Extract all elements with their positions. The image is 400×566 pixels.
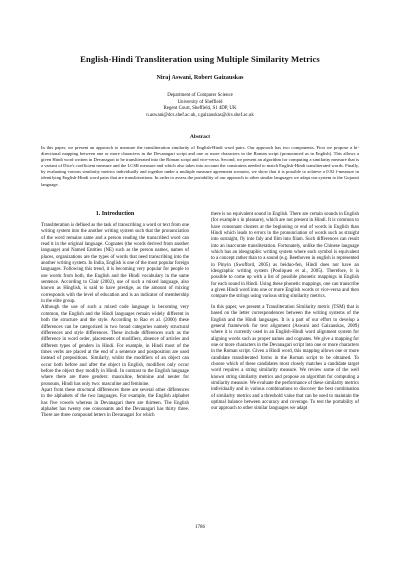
right-column: [211, 212, 359, 417]
body-paragraph: In this paper, we present a Transliteration Similarity metric (TSM) that is based on the letter correspondences between the writing systems of the English and the Hindi languages. It is a part of our effort to develop a general framework for text alignment (Aswani and Gaizauskas, 2009) where it is currently used in an English-Hindi word alignment system for aligning words such as proper names and cognates. We give a mapping for one or more characters in the Devanagari script into one or more characters in the Roman script. Given a Hindi word, this mapping allows one or more candidate transliterated forms in the Roman script to be obtained. To choose which of these candidates most closely matches a candidate target word requires a string similarity measure. We review some of the well known string similarity metrics and propose an algorithm for computing a similarity measure. We evaluate the performance of these similarity metrics individually and in various combinations to discover the best combination of similarity metrics and a threshold value that can be used to maintain the optimal balance between accuracy and coverage. To test the portability of our approach to other similar languages we adapt: [211, 304, 359, 412]
page-number: 1786: [195, 525, 205, 530]
left-column: [41, 211, 189, 420]
author-emails: n.aswani@dcs.shef.ac.uk, r.gaizauskas@dcs.shef.ac.uk: [146, 113, 254, 119]
affiliation-line-1: Department of Computer Science: [167, 93, 233, 98]
body-paragraph: Although the use of such a mixed code language is becoming very common, the English and the Hindi languages remain widely different in both the structure and the style. According to Rao et al. (2000) these differences can be categorized in two broad categories namely structural differences and style differences. These include differences such as the difference in word order, placements of modifiers, absence of articles and different types of genders in Hindi. For example, in Hindi most of the times verbs are placed at the end of a sentence and postposition are used instead of prepositions. Similarly, whilst the modifiers of an object can occur both before and after the object in English, modifiers only occur before the object they modify in Hindi. In contrast to the English language where there are three genders: masculine, feminine and neuter for pronouns, Hindi has only two: masculine and feminine.: [41, 305, 189, 387]
body-paragraph: there is no equivalent sound in English. There are certain sounds in English (for example s in pleasure), which are not present in Hindi. It is common to have consonant clusters at the beginning or end of words in English than Hindi which leads to errors in the pronunciation of words such as straight into sutraight, fly into faly and film into filam. Such differences can result into an inaccurate transliteration. Fortunately, unlike the Chinese language which has an ideographic writing system where each symbol is equivalent to a concept rather than to a sound (e.g. Beethoven in english is represented in Pinyin (Swofford, 2005) as beiduo-fen, Hindi does not have an ideographic writing system (Pouliquen et al., 2005). Therefore, it is possible to come up with a list of possible phonetic mappings in English for each sound in Hindi. Using these phonetic mappings, one can transcribe a given Hindi word into one or more English words or vice-versa and then compare the strings using various string similarity metrics.: [211, 212, 359, 300]
paper-authors: Niraj Aswani, Robert Gaizauskas: [156, 75, 244, 81]
abstract-heading: Abstract: [189, 134, 211, 140]
affiliation-block: [0, 93, 400, 120]
body-paragraph: Apart from these structural differences there are several other differences in the alphabets of the two languages. For example, the English alphabet has five vowels whereas in Devanagari there are thirteen. The English alphabet has twenty one consonants and the Devanagari has thirty three. There are three compound letters in Devanagari for which: [41, 387, 189, 419]
body-paragraph: Transliteration is defined as the task of transcribing a word or text from one writing system into the another writing system such that the pronunciation of the word remains same and a person reading the transcribed word can read it in the original language. Cognates (the words derived from another language) and Named Entities (NE) such as the person names, names of places, organizations are the types of words that need transcribing into the another writing system. In India, English is one of the most popular foreign languages. Following this trend, it is becoming very popular for people to use words from both, the English and the Hindi vocabulary in the same sentence. According to Clair (2002), use of such a mixed language, also known as Hinglish, is said to have prestige, as the amount of mixing corresponds with the level of education and is an indicator of membership in the elite group.: [41, 223, 189, 305]
section-heading-introduction: 1. Introduction: [95, 211, 135, 217]
paper-title: English-Hindi Transliteration using Multiple Similarity Metrics: [80, 54, 320, 64]
affiliation-line-3: Regent Court, Sheffield, S1 4DP, UK: [163, 106, 237, 112]
affiliation-line-2: University of Sheffield: [177, 99, 223, 105]
abstract-text: In this paper, we present an approach to measure the transliteration similarity of English-Hindi word pairs. Our approach has two components. First we propose a bi-directional mapping between one or more characters in the Devanagari script and one or more characters in the Roman script (pronounced as in English). This allows a given Hindi word written in Devanagari to be transliterated into the Roman script and vice-versa. Second, we present an algorithm for computing a similarity measure that is a variant of Dice's coefficient measure and the LCSR measure and which also takes into account the constraints needed to match English-Hindi transliterated words. Finally, by evaluating various similarity metrics individually and together under a multiple measure agreement scenario, we show that it is possible to achieve a 0.92 f-measure in identifying English-Hindi word pairs that are transliterations. In order to assess the portability of our approach to other similar languages we adapt our system to the Gujarati language.: [41, 145, 359, 187]
